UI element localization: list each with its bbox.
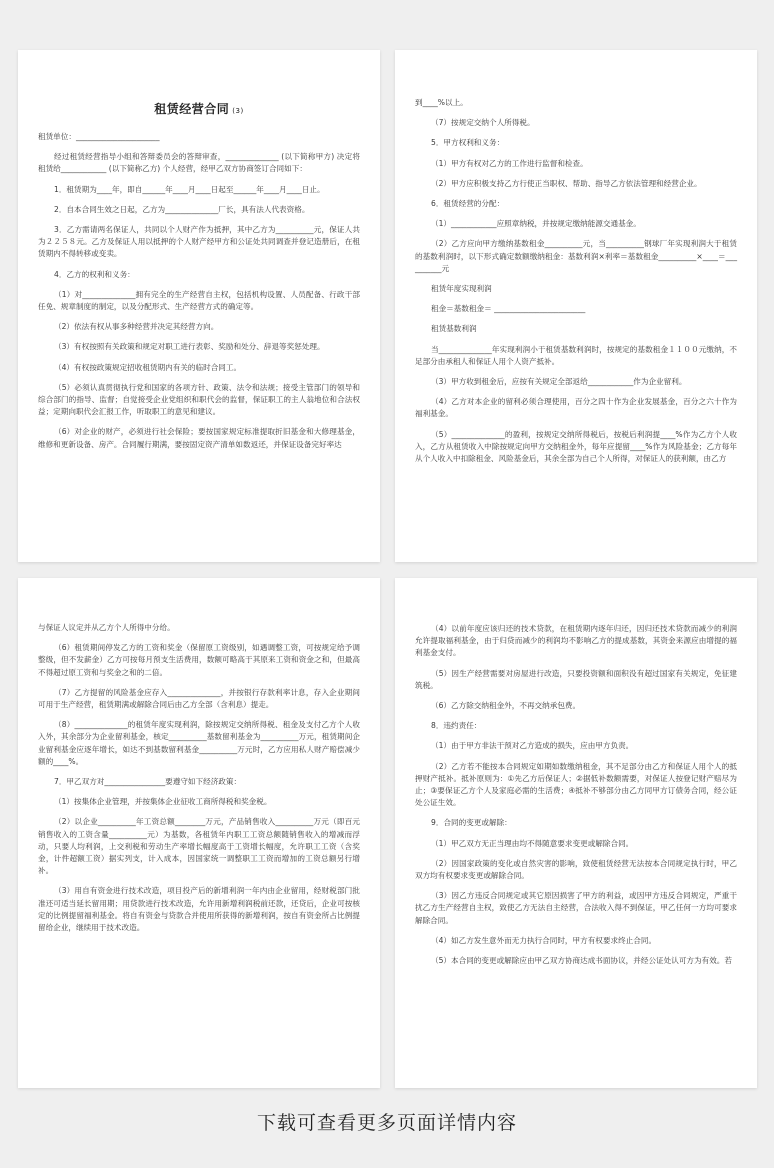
- paragraph: （4）有权按政策规定招收租赁期内有关的临时合同工。: [54, 362, 242, 372]
- paragraph: 1．租赁期为____年，即自______年____月____日起至______年____月____日止。: [54, 184, 325, 194]
- paragraph: 租赁年度实现利润: [431, 284, 492, 294]
- paragraph: 当______________年实现利润小于租赁基数利润时，按规定的基数租金１１００元缴纳，不足部分由承租人和保证人用个人资产抵补。: [415, 344, 737, 366]
- paragraph: （8）______________的租赁年度实现利润，除按规定交纳所得税、租金及支付乙方个人收入外，其余部分为企业留利基金，核定__________基数留利基金为__________万元，租赁期间企业留利基金应逐年增长，如达不到基数留利基金__________万元时，乙方应用私人财产赔偿减少额的____%。: [38, 720, 360, 766]
- document-page-2: [395, 50, 757, 562]
- paragraph: （2）乙方若不能按本合同规定如期如数缴纳租金，其不足部分由乙方和保证人用个人的抵押财产抵补。抵补原则为：①先乙方后保证人；②据低补数额需要，对保证人按登记财产赔尽为止；③要保证乙方个人及家庭必需的生活费；④抵补不够部分由乙方同甲方订债务合同，经公证处公证生效。: [415, 761, 737, 808]
- paragraph: （3）用自有资金进行技术改造，项目投产后的新增利润一年内由企业留用，经财税部门批准还可适当延长留用期；用贷款进行技术改造，允许用新增利润税前还款，还贷后，企业可按核定的比例提留福利基金。将自有资金与贷款合并使用所获得的新增利润，按自有资金所占比例提留给企业，继续用于技术改造。: [38, 886, 360, 933]
- paragraph: 到____%以上。: [415, 98, 468, 107]
- paragraph: （7）乙方提留的风险基金应存入______________，并按银行存款利率计息，存入企业期间可用于生产经营，租赁期满或解除合同后由乙方全部（含利息）提走。: [38, 687, 360, 710]
- paragraph: 8．违约责任：: [431, 721, 482, 731]
- paragraph: （4）如乙方发生意外而无力执行合同时，甲方有权要求终止合同。: [431, 935, 657, 945]
- paragraph: 4．乙方的权利和义务：: [54, 269, 135, 279]
- document-page-3: [18, 578, 380, 1088]
- paragraph: （1）甲乙双方无正当理由均不得随意要求变更或解除合同。: [431, 838, 634, 848]
- document-page-4: [395, 578, 757, 1088]
- paragraph: （4）以前年度应该归还的技术贷款，在租赁期内逐年归还，因归还技术贷款而减少的利润允许提取福利基金，由于归贷而减少的利润均不影响乙方的提成基数，其资金来源应由增提的福利基金支付。: [415, 624, 737, 658]
- paragraph: （6）租赁期间停发乙方的工资和奖金（保留原工资级别，如遇调整工资，可按规定给予调整级，但不发薪金）乙方可按每月预支生活费用，数额可略高于其原来工资和资金之和，但最高不得超过原工资和与奖金之和的二倍。: [38, 643, 360, 677]
- paragraph: （2）因国家政策的变化或自然灾害的影响，致使租赁经营无法按本合同规定执行时，甲乙双方均有权要求变更或解除合同。: [415, 858, 737, 881]
- paragraph: （1）按集体企业管理，并按集体企业征收工商所得税和奖金税。: [54, 797, 272, 807]
- document-page-1: [18, 50, 380, 562]
- paragraph: （3）有权按照有关政策和规定对职工进行表彰、奖励和处分、辞退等奖惩处理。: [54, 342, 325, 352]
- paragraph: 5．甲方权利和义务：: [431, 138, 505, 148]
- paragraph: （7）按规定交纳个人所得税。: [431, 118, 535, 128]
- paragraph: 3．乙方需请两名保证人，共同以个人财产作为抵押，其中乙方为__________元，保证人共为２２５８元。乙方及保证人用以抵押的个人财产经甲方和公证处共同调查并登记造册后，在租赁期内不得转移或变卖。: [38, 225, 360, 259]
- paragraph: （1）对______________拥有完全的生产经营自主权，包括机构设置、人员配备、行政干部任免、规章制度的制定，以及分配形式、生产经营方式的确定等。: [38, 289, 360, 312]
- paragraph: 9．合同的变更或解除：: [431, 818, 512, 828]
- paragraph: 6．租赁经营的分配：: [431, 199, 505, 209]
- title-text: 租赁经营合同: [154, 102, 230, 116]
- page-title: [38, 100, 360, 117]
- paragraph: （4）乙方对本企业的留利必须合理使用，百分之四十作为企业发展基金，百分之六十作为福利基金。: [415, 397, 737, 419]
- paragraph: 2．自本合同生效之日起，乙方为______________厂长，具有法人代表资格。: [54, 204, 310, 214]
- paragraph: （1）由于甲方非法干预对乙方造成的损失，应由甲方负责。: [431, 741, 634, 751]
- paragraph: 经过租赁经营指导小组和答辩委员会的答辩审查，______________ (以下简称甲方) 决定将租赁给____________ (以下简称乙方) 个人经营，经甲乙双方协商签订合同如下：: [38, 152, 360, 174]
- paragraph: （5）______________的盈利，按规定交纳所得税后，按税后利润提____%作为乙方个人收入，乙方从租赁收入中除按规定向甲方交纳租金外，每年应提留____%作为风险基金；乙方每年从个人收入中扣除租金、风险基金后，其余全部为自己个人所得，对保证人的获利额，由乙方: [415, 429, 737, 464]
- paragraph: （5）必须认真贯彻执行党和国家的各项方针、政策、法令和法规；接受主管部门的领导和综合部门的指导、监督；自觉接受企业党组织和职代会的监督，保证职工的主人翁地位和合法权益；定期向职代会汇报工作，听取职工的意见和建议。: [38, 382, 360, 417]
- paragraph: 与保证人议定并从乙方个人所得中分给。: [38, 623, 175, 632]
- paragraph: 租赁单位：______________________: [38, 132, 160, 141]
- paragraph: （6）对企业的财产，必须进行社会保险；要按国家规定标准提取折旧基金和大修理基金，维修和更新设备、房产。合同履行期满，要按固定资产清单如数返还，并保证设备完好率达: [38, 427, 360, 449]
- paragraph: （2）乙方应向甲方缴纳基数租金__________元，当__________钢球厂年实现利润大于租赁的基数利润时，以下形式确定数额缴纳租金：基数利润×利率＝基数租金__________×____＝__________元: [415, 239, 737, 273]
- paragraph: 租赁基数利润: [431, 324, 477, 334]
- title-suffix: (3): [232, 107, 244, 115]
- paragraph: 租金＝基数租金＝ ________________________: [431, 304, 586, 314]
- paragraph: （1）甲方有权对乙方的工作进行监督和检查。: [431, 158, 588, 168]
- paragraph: （3）因乙方违反合同规定或其它原因损害了甲方的利益，或因甲方违反合同规定，严重干扰乙方生产经营自主权，致使乙方无法自主经营，合法收入得不到保证，甲乙任何一方均可要求解除合同。: [415, 891, 737, 925]
- paragraph: （2）以企业__________年工资总额________万元，产品销售收入__________万元（即百元销售收入的工资含量__________元）为基数，各租赁年内职工工资总额随销售收入的增减而浮动，只要人均利润，上交利税和劳动生产率增长幅度高于工资增长幅度，允许职工工资（含奖金，计件超额工资）据实列支，计入成本，因国家统一调整职工工资而增加的工资总额另行增补。: [38, 817, 360, 876]
- paragraph: （5）因生产经营需要对房屋进行改造，只要投资额和面积没有超过国家有关规定，免征建筑税。: [415, 668, 737, 690]
- paragraph: （1）____________应照章纳税，并按规定缴纳能源交通基金。: [431, 219, 641, 229]
- paragraph: （2）甲方应积极支持乙方行使正当职权、帮助、指导乙方依法管理和经营企业。: [431, 178, 702, 188]
- paragraph: （2）依法有权从事多种经营并决定其经营方向。: [54, 322, 219, 332]
- paragraph: （6）乙方除交纳租金外，不再交纳承包费。: [431, 701, 581, 711]
- paragraph: （3）甲方收到租金后，应按有关规定全部返给____________作为企业留利。: [431, 377, 687, 387]
- paragraph: （5）本合同的变更或解除应由甲乙双方协商达成书面协议，并经公证处认可方为有效。若: [431, 956, 732, 966]
- paragraph: 7．甲乙双方对________________要遵守如下经济政策：: [54, 777, 242, 787]
- download-more-caption: 下载可查看更多页面详情内容: [256, 1112, 517, 1134]
